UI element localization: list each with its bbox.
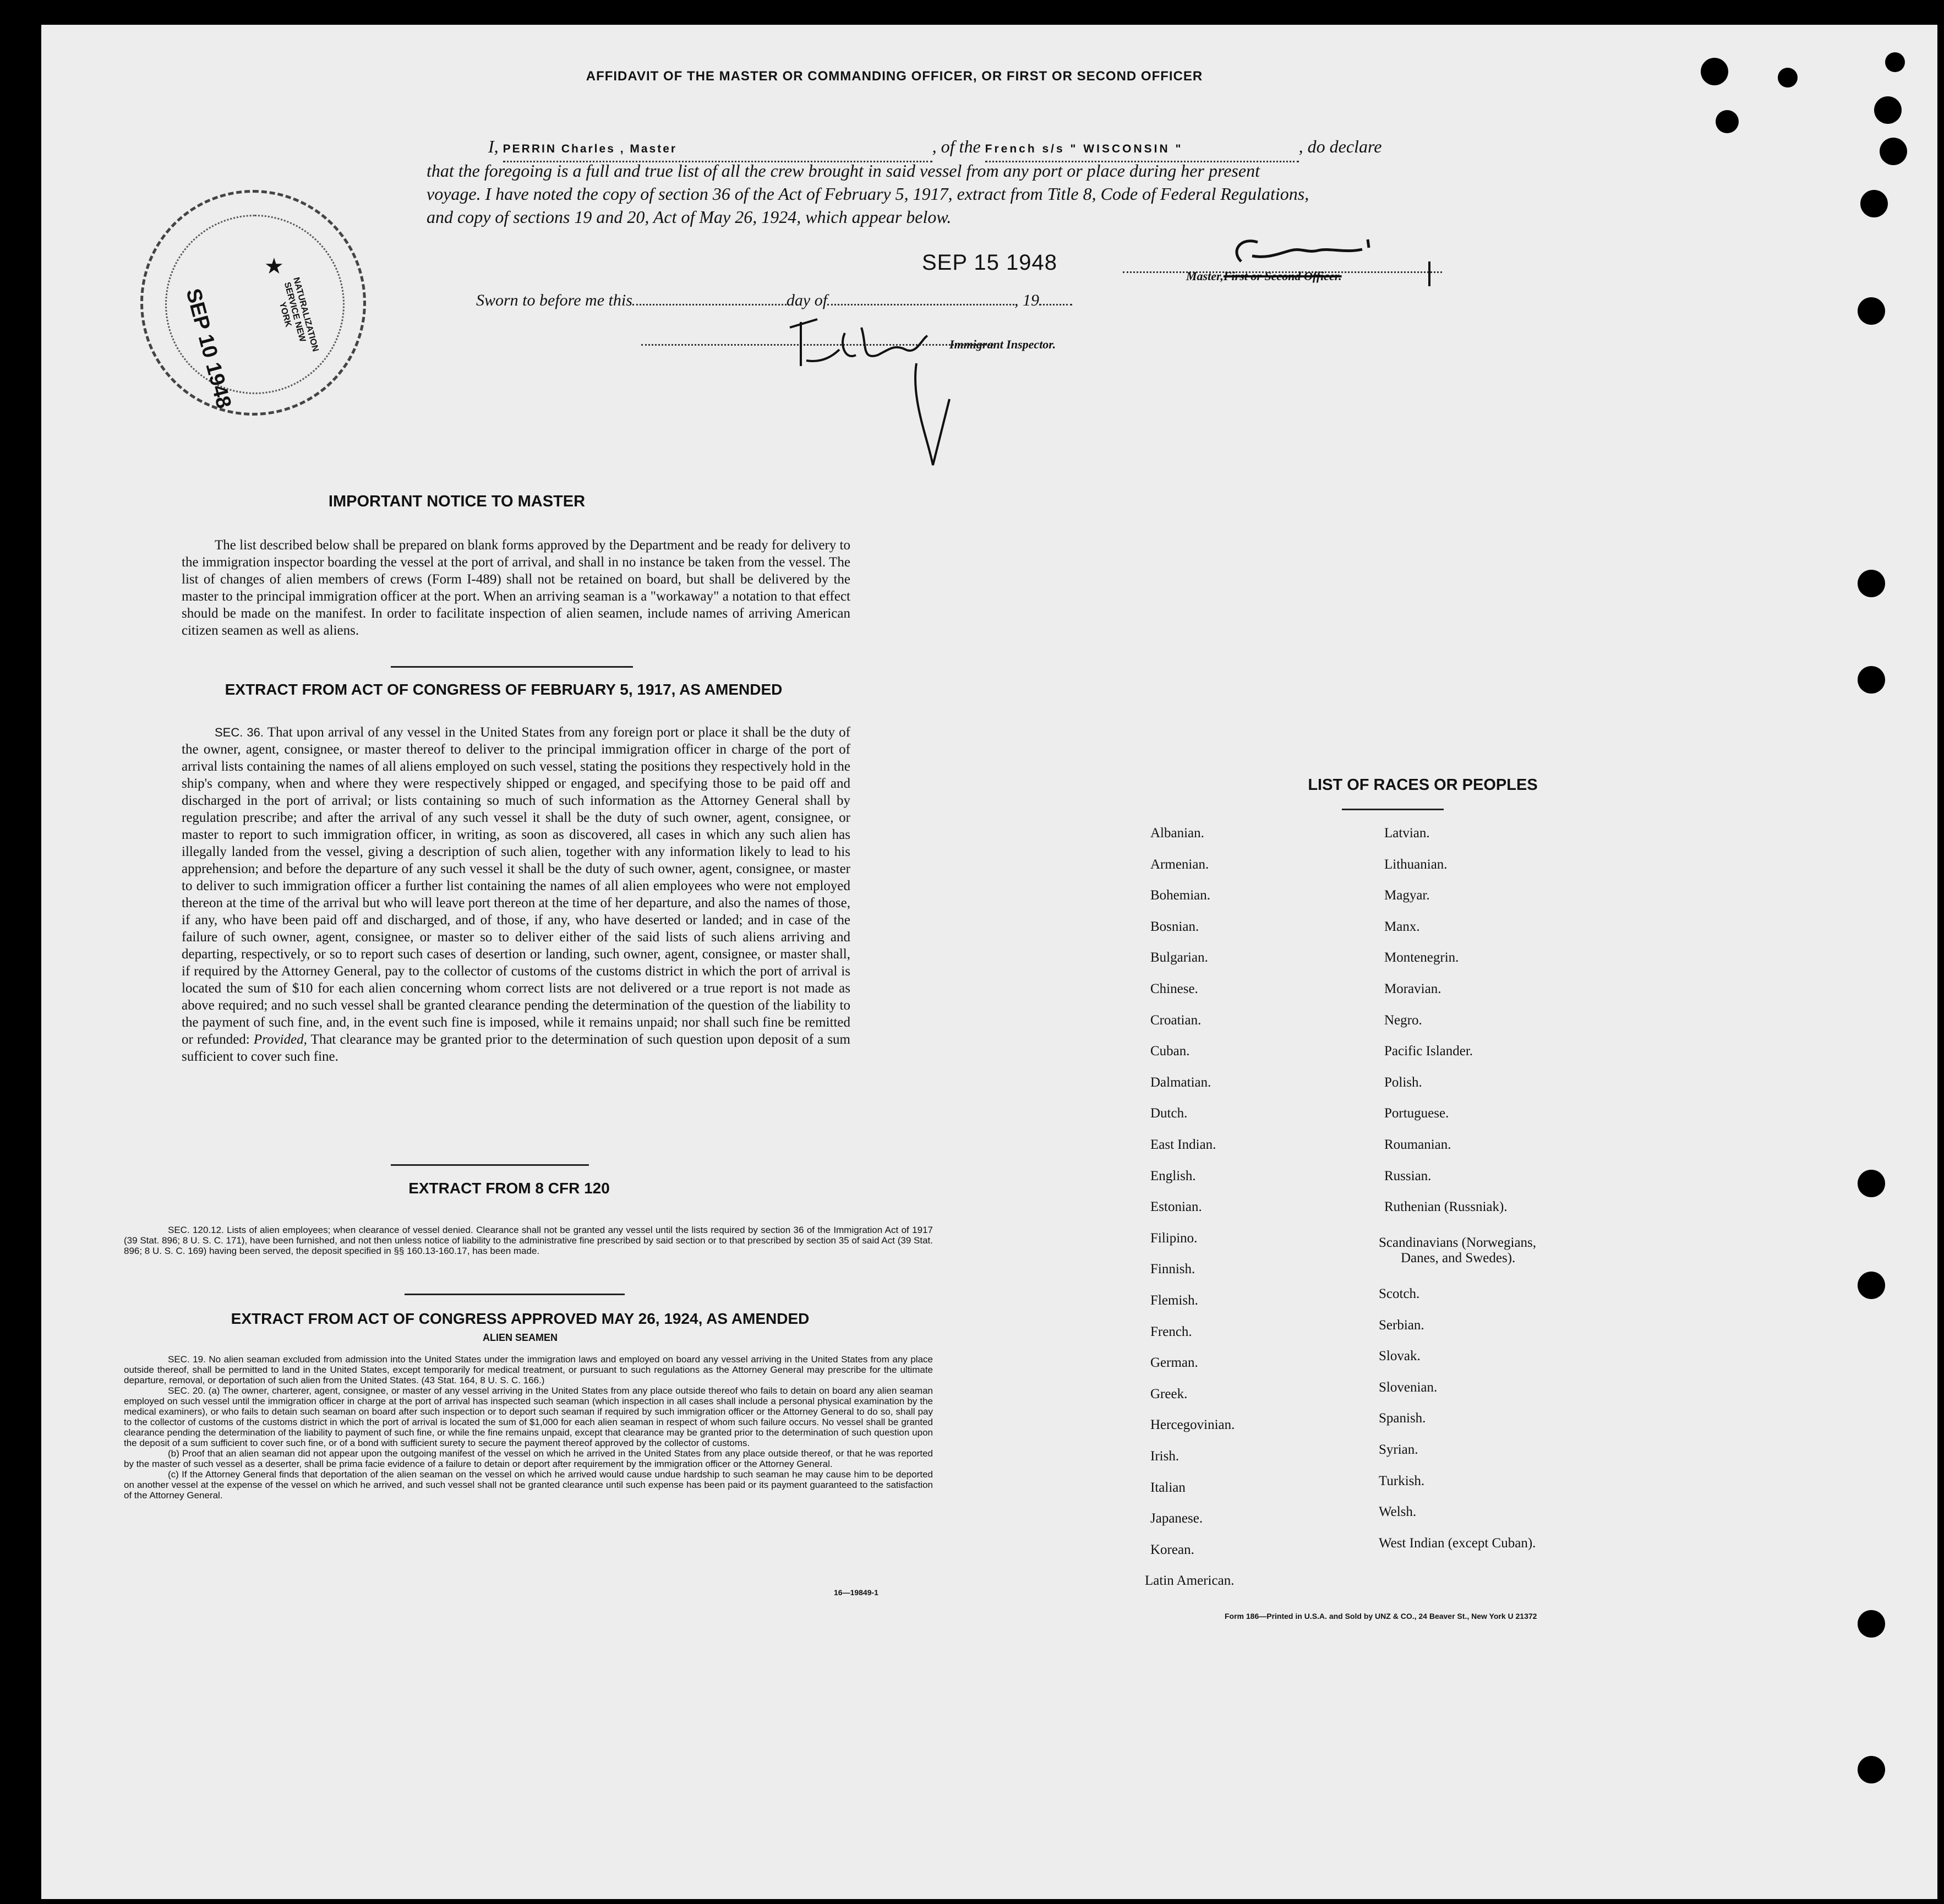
race-item: Hercegovinian.: [1150, 1417, 1235, 1433]
extract-1917-end: That clearance may be granted prior to the determination of such question upon deposit of a sum sufficient to cover such fine.: [182, 1032, 850, 1064]
punch-hole: [1858, 570, 1885, 597]
stamp-agency: NATURALIZATION SERVICE NEW YORK: [277, 276, 320, 353]
punch-hole: [1858, 1272, 1885, 1299]
declaration-line3: voyage. I have noted the copy of section 36 of the Act of February 5, 1917, extract from Title 8, Code of Federal Regulations,: [427, 184, 1309, 204]
race-item: East Indian.: [1150, 1137, 1216, 1152]
act-1924-sec20c: (c) If the Attorney General finds that deportation of the alien seaman on the vessel on which he arrived would cause undue hardship to such seaman he may cause him to be deported on another vessel at the expense of the vessel on which he arrived, and such vessel shall not be granted clearance until such expense has been paid or its payment guaranteed to the satisfaction of the Attorney General.: [124, 1469, 933, 1501]
punch-hole: [1880, 138, 1907, 165]
race-item: Russian.: [1384, 1168, 1432, 1183]
race-item: Scandinavians (Norwegians,: [1379, 1235, 1537, 1250]
punch-hole: [1716, 110, 1739, 133]
punch-hole: [1858, 1170, 1885, 1197]
punch-hole: [1860, 190, 1888, 217]
inspector-label: Immigrant Inspector.: [949, 337, 1056, 351]
race-item: Welsh.: [1379, 1504, 1417, 1520]
race-item: German.: [1150, 1355, 1198, 1371]
stamp-star-icon: ★: [264, 254, 284, 279]
extract-1917-body: That upon arrival of any vessel in the United States from any foreign port or place it shall be the duty of the owner, agent, consignee, or master thereof to deliver to the principal immigration officer in charge of the port of arrival lists containing the names of all aliens employed on such vessel, stating the positions they respectively hold in the ship's company, when and where they were respectively shipped or engaged, and specifying those to be paid off and discharged in the port of arrival; or lists containing so much of such information as the Attorney General shall by regulation prescribe; and after the arrival of any such vessel it shall be the duty of such owner, agent, consignee, or master to report to such immigration officer, in writing, as soon as discovered, all cases in which any such alien has illegally landed from the vessel, giving a description of such alien, together with any information likely to lead to his apprehension; and before the departure of any such vessel it shall be the duty of such owner, agent, consignee, or master to deliver to such immigration officer a further list containing the names of all alien employees who were not employed thereon at the time of the arrival but who will leave port thereon at the time of her departure, and also the names of those, if any, who have been paid off and discharged, and of those, if any, who have deserted or landed; and in case of the failure of such owner, agent, consignee, or master so to deliver either of the said lists of such aliens arriving and departing, respectively, or so to report such cases of desertion or landing, such owner, agent, consignee, or master shall, if required by the Attorney General, pay to the collector of customs of the customs district in which the port of arrival is located the sum of $10 for each alien concerning whom correct lists are not delivered or a true report is not made as above required; and no such vessel shall be granted clearance pending the determination of the question of the liability to the payment of such fine, and, in the event such fine is imposed, while it remains unpaid; nor shall such fine be remitted or refunded:: [182, 725, 850, 1047]
punch-hole: [1885, 52, 1905, 72]
stamp-date: SEP 10 1948: [181, 286, 236, 411]
race-item: Finnish.: [1150, 1262, 1195, 1277]
race-item: Moravian.: [1384, 981, 1441, 996]
race-item: Scotch.: [1379, 1286, 1420, 1301]
document-sheet: [41, 25, 1937, 1899]
cfr-title: EXTRACT FROM 8 CFR 120: [408, 1180, 610, 1197]
divider: [391, 1164, 589, 1166]
races-right-column: [1379, 826, 1714, 1607]
declaration-line4: and copy of sections 19 and 20, Act of May 26, 1924, which appear below.: [427, 207, 952, 227]
race-item: Latin American.: [1145, 1573, 1235, 1589]
declaration-i: I,: [488, 137, 499, 156]
race-item: Portuguese.: [1384, 1106, 1449, 1121]
race-item: Bulgarian.: [1150, 950, 1208, 965]
race-item: Danes, and Swedes).: [1401, 1251, 1516, 1265]
extract-1917-provided: Provided,: [253, 1032, 307, 1047]
declaration-line1: [488, 135, 1534, 162]
race-item: Manx.: [1384, 919, 1420, 934]
race-item: Slovenian.: [1379, 1379, 1438, 1395]
race-item: English.: [1150, 1168, 1196, 1183]
race-item: West Indian (except Cuban).: [1379, 1535, 1536, 1551]
sworn-month-field: [827, 304, 1014, 305]
punch-hole: [1858, 1756, 1885, 1783]
race-item: Bosnian.: [1150, 919, 1199, 934]
act-1924-sec20b: (b) Proof that an alien seaman did not appear upon the outgoing manifest of the vessel on which he arrived in the United States from any place outside thereof, or that he was reported by the master of such vessel as a deserter, shall be prima facie evidence of a failure to detain or deport after requirement by the immigration officer or the Attorney General.: [124, 1448, 933, 1469]
race-item: Ruthenian (Russniak).: [1384, 1199, 1508, 1215]
act-1924-subtitle: ALIEN SEAMEN: [482, 1332, 558, 1343]
race-item: Pacific Islander.: [1384, 1044, 1473, 1059]
race-item: Roumanian.: [1384, 1137, 1451, 1152]
punch-hole: [1858, 666, 1885, 694]
master-label: Master,: [1186, 269, 1224, 283]
officer-label-struck: First or Second Officer.: [1223, 269, 1342, 283]
affidavit-title: AFFIDAVIT OF THE MASTER OR COMMANDING OFFICER, OR FIRST OR SECOND OFFICER: [586, 69, 1203, 84]
race-item: Syrian.: [1379, 1442, 1418, 1457]
act-1924-sec19: SEC. 19. No alien seaman excluded from admission into the United States under the immigration laws and employed on board any vessel arriving in the United States from any place outside thereof, shall be permitted to land in the United States, except temporarily for medical treatment, or pursuant to such regulations as the Attorney General may prescribe for the ultimate departure, removal, or deportation of such alien from the United States. (43 Stat. 164, 8 U. S. C. 166.): [124, 1354, 933, 1385]
race-item: Dalmatian.: [1150, 1074, 1211, 1090]
races-title: LIST OF RACES OR PEOPLES: [1308, 776, 1538, 794]
form-footer: Form 186—Printed in U.S.A. and Sold by UNZ & CO., 24 Beaver St., New York U 21372: [1225, 1612, 1537, 1621]
vessel-field: French s/s " WISCONSIN ": [985, 138, 1299, 162]
master-name-field: PERRIN Charles , Master: [503, 138, 932, 162]
race-item: Italian: [1150, 1480, 1186, 1495]
signature-mark: [1428, 261, 1430, 286]
punch-hole: [1858, 297, 1885, 325]
extract-1917-sec: SEC. 36.: [215, 725, 264, 739]
race-item: French.: [1150, 1324, 1192, 1339]
race-item: Bohemian.: [1150, 888, 1211, 903]
race-item: Turkish.: [1379, 1473, 1425, 1488]
notice-text: The list described below shall be prepared on blank forms approved by the Department and be ready for delivery to the immigration inspector boarding the vessel at the port of arrival, and shall in no instance be taken from the vessel. The list of changes of alien members of crews (Form I-489) shall not be retained on board, but shall be delivered by the master to the principal immigration officer at the port. When an arriving seaman is a "workaway" a notation to that effect should be made on the manifest. In order to facilitate inspection of alien seamen, include names of arriving American citizen seamen as well as aliens.: [182, 538, 850, 638]
sworn-day-field: [632, 304, 787, 305]
race-item: Negro.: [1384, 1012, 1422, 1028]
race-item: Croatian.: [1150, 1012, 1202, 1028]
sworn-label: Sworn to before me this: [476, 291, 632, 309]
divider: [405, 1294, 625, 1295]
date-stamp: SEP 15 1948: [922, 250, 1058, 275]
act-1924-title: EXTRACT FROM ACT OF CONGRESS APPROVED MAY 26, 1924, AS AMENDED: [231, 1310, 810, 1327]
punch-hole: [1858, 1610, 1885, 1638]
punch-hole: [1874, 96, 1902, 124]
act-1924-code: 16—19849-1: [834, 1588, 878, 1597]
extract-1917-title: EXTRACT FROM ACT OF CONGRESS OF FEBRUARY 5, 1917, AS AMENDED: [225, 681, 783, 698]
immigration-stamp: [140, 190, 366, 416]
act-1924-text: [124, 1354, 933, 1501]
races-left-column: [1145, 826, 1370, 1607]
race-item: Chinese.: [1150, 981, 1198, 996]
divider: [391, 666, 633, 668]
extract-1917-text: [182, 724, 850, 1065]
race-item: Slovak.: [1379, 1349, 1421, 1364]
master-label-row: [1186, 265, 1342, 288]
race-item: Polish.: [1384, 1074, 1422, 1090]
race-item: Montenegrin.: [1384, 950, 1459, 965]
race-item: Dutch.: [1150, 1106, 1188, 1121]
race-item: Flemish.: [1150, 1293, 1198, 1308]
declaration-do-declare: , do declare: [1298, 137, 1382, 156]
race-item: Lithuanian.: [1384, 856, 1448, 872]
punch-hole: [1701, 58, 1728, 85]
declaration-line2: that the foregoing is a full and true list of all the crew brought in said vessel from any port or place during her present: [427, 161, 1260, 181]
race-item: Cuban.: [1150, 1044, 1190, 1059]
notice-title: IMPORTANT NOTICE TO MASTER: [328, 493, 586, 510]
race-item: Magyar.: [1384, 888, 1430, 903]
race-item: Latvian.: [1384, 826, 1430, 841]
sworn-day-of: day of: [786, 291, 828, 309]
sworn-line: [476, 289, 1072, 312]
race-item: Greek.: [1150, 1386, 1188, 1401]
punch-hole: [1778, 68, 1798, 88]
race-item: Filipino.: [1150, 1230, 1198, 1246]
race-item: Armenian.: [1150, 856, 1209, 872]
race-item: Irish.: [1150, 1449, 1179, 1464]
sworn-year-field: [1039, 304, 1072, 305]
declaration-of-the: , of the: [932, 137, 981, 156]
race-item: Albanian.: [1150, 826, 1204, 841]
race-item: Serbian.: [1379, 1317, 1424, 1333]
race-item: Spanish.: [1379, 1411, 1426, 1426]
act-1924-sec20a: SEC. 20. (a) The owner, charterer, agent, consignee, or master of any vessel arriving in the United States from any place outside thereof who fails to detain on board any alien seaman employed on such vessel until the immigration officer in charge at the port of arrival has inspected such seaman (which inspection in all cases shall include a personal physical examination by the medical examiners), or who fails to detain such seaman on board after such inspection or to deport such seaman if required by such immigration officer or the Attorney General to do so, shall pay to the collector of customs of the customs district in which the port of arrival is located the sum of $1,000 for each alien seaman in respect of whom such failure occurs. No vessel shall be granted clearance pending the determination of the liability to payment of such fine, or while the fine remains unpaid, except that clearance may be granted prior to the determination of such question upon the deposit of a sum sufficient to cover such fine, or of a bond with sufficient surety to secure the payment thereof approved by the collector of customs.: [124, 1385, 933, 1448]
sworn-year: , 19: [1014, 291, 1040, 309]
race-item: Japanese.: [1150, 1511, 1203, 1526]
cfr-text: SEC. 120.12. Lists of alien employees; when clearance of vessel denied. Clearance shall not be granted any vessel until the lists required by section 36 of the Immigration Act of 1917 (39 Stat. 896; 8 U. S. C. 171), have been furnished, and not then unless notice of liability to the administrative fine prescribed by said section or to that prescribed by section 35 of said Act (39 Stat. 896; 8 U. S. C. 169) having been served, the deposit specified in §§ 160.13-160.17, has been made.: [124, 1225, 933, 1256]
race-item: Estonian.: [1150, 1199, 1202, 1215]
divider: [1342, 809, 1444, 810]
race-item: Korean.: [1150, 1542, 1194, 1557]
